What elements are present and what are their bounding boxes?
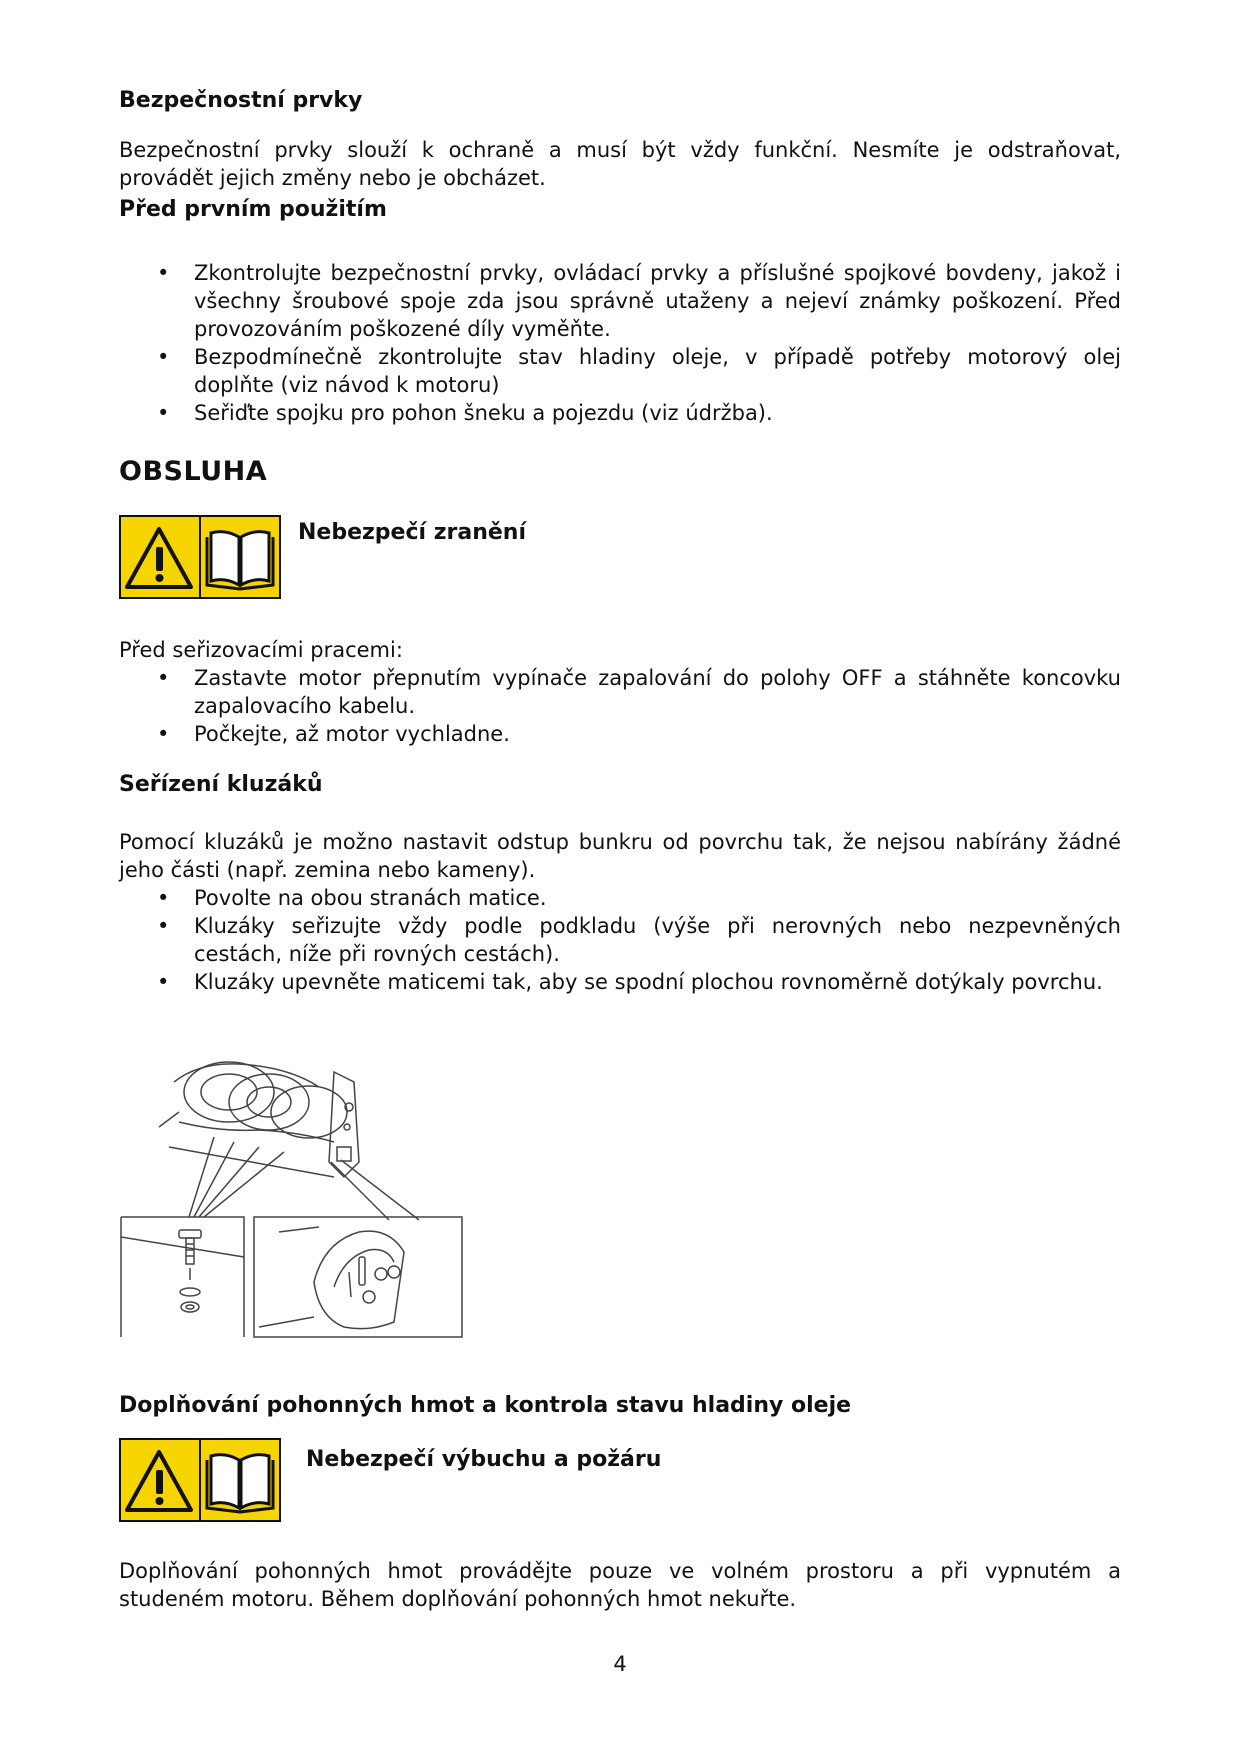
document-page [119,0,1121,1754]
list-item: • Seřiďte spojku pro pohon šneku a pojezdu (viz údržba). [157,401,773,425]
list-item: • Kluzáky upevněte maticemi tak, aby se spodní plochou rovnoměrně dotýkaly povrchu. [157,970,1103,994]
warning-read-manual-sign [119,515,281,599]
warning-read-manual-sign [119,1438,281,1522]
bullet-icon: • [157,970,170,994]
list-item: • Povolte na obou stranách matice. [157,886,547,910]
bullet-icon: • [157,722,170,746]
list-item: • Zastavte motor přepnutím vypínače zapalování do polohy OFF a stáhněte koncovku zapalovacího kabelu. [157,666,1121,718]
warning-title-explosion-fire: Nebezpečí výbuchu a požáru [306,1447,662,1472]
section-heading-safety: Bezpečnostní prvky [119,88,363,113]
pre-adjust-list [119,664,1121,748]
warning-title-injury: Nebezpečí zranění [298,520,527,545]
skids-intro: Pomocí kluzáků je možno nastavit odstup bunkru od povrchu tak, že nejsou nabírány žádné jeho části (např. zemina nebo kameny). [119,830,1121,882]
list-item: • Kluzáky seřizujte vždy podle podkladu (výše při nerovných nebo nezpevněných cestách, níže při rovných cestách). [157,914,1121,966]
list-item: • Bezpodmínečně zkontrolujte stav hladiny oleje, v případě potřeby motorový olej doplňte (viz návod k motoru) [157,345,1121,397]
fuel-text: Doplňování pohonných hmot provádějte pouze ve volném prostoru a při vypnutém a studeném motoru. Během doplňování pohonných hmot nekuřte. [119,1559,1121,1611]
page-number: 4 [613,1652,627,1676]
bullet-icon: • [157,886,170,910]
bullet-icon: • [157,261,170,285]
chapter-heading-operation: OBSLUHA [119,456,268,487]
list-item: • Počkejte, až motor vychladne. [157,722,510,746]
bullet-icon: • [157,401,170,425]
pre-adjust-label: Před seřizovacími pracemi: [119,638,403,662]
read-manual-book-icon [207,1455,273,1512]
section-heading-skids: Seřízení kluzáků [119,772,323,797]
skids-list [119,884,1121,996]
skid-adjustment-illustration [119,1052,464,1339]
section-heading-fuel: Doplňování pohonných hmot a kontrola stavu hladiny oleje [119,1393,852,1418]
section-heading-before-first-use: Před prvním použitím [119,197,387,222]
list-item: • Zkontrolujte bezpečnostní prvky, ovládací prvky a příslušné spojkové bovdeny, jakož i všechny šroubové spoje zda jsou správně utaženy a nejeví známky poškození. Před provozováním poškozené díly vyměňte. [157,261,1121,341]
before-first-use-list [119,259,1121,427]
bullet-icon: • [157,914,170,938]
warning-icon-pair [119,515,281,599]
snow-blower-skid-drawing [119,1052,464,1339]
warning-icon-pair [119,1438,281,1522]
bullet-icon: • [157,666,170,690]
read-manual-book-icon [207,532,273,589]
safety-intro: Bezpečnostní prvky slouží k ochraně a musí být vždy funkční. Nesmíte je odstraňovat, provádět jejich změny nebo je obcházet. [119,138,1121,190]
bullet-icon: • [157,345,170,369]
